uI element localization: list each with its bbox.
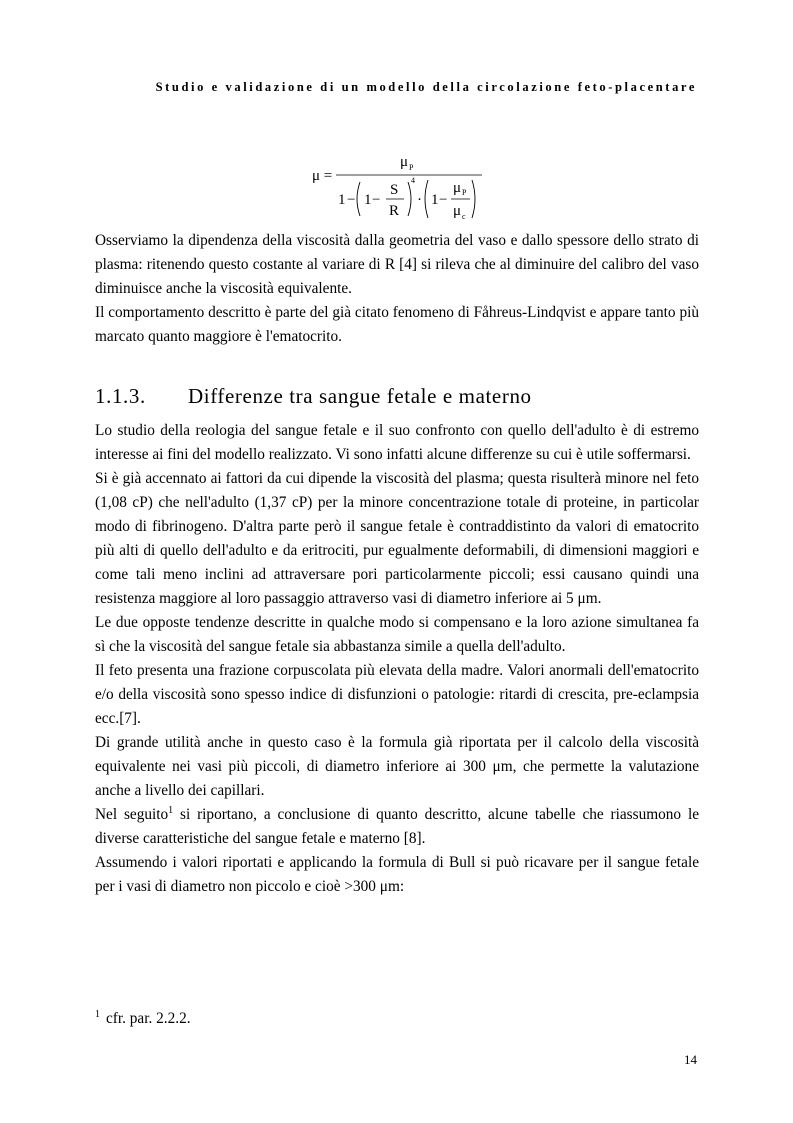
page-number: 14 <box>684 1052 697 1067</box>
paragraph: Lo studio della reologia del sangue fetale e il suo confronto con quello dell'adulto è di estremo interesse ai fini del modello realizzato. Vi sono infatti alcune differenze su cui è utile soffermarsi. <box>95 422 699 463</box>
formula-left-paren-outer <box>357 182 360 216</box>
footnote <box>95 1010 191 1028</box>
paragraph: Il feto presenta una frazione corpuscolata più elevata della madre. Valori anormali dell'ematocrito e/o della viscosità sono spesso indice di disfunzioni o patologie: ritardi di crescita, pre-eclampsia ecc.[7]. <box>95 662 699 727</box>
paragraph: Di grande utilità anche in questo caso è la formula già riportata per il calcolo della viscosità equivalente nei vasi più piccoli, di diametro inferiore ai 300 μm, che permette la valutazione anche a livello dei capillari. <box>95 734 699 799</box>
formula-frac2-num: μ <box>453 180 462 196</box>
text-run: Nel seguito <box>95 806 169 823</box>
formula-exponent: 4 <box>411 176 415 185</box>
formula-right-paren-outer <box>408 182 411 216</box>
paragraph: Il comportamento descritto è parte del già citato fenomeno di Fåhreus-Lindqvist e appare tanto più marcato quanto maggiore è l'ematocrito. <box>95 304 699 345</box>
footnote-text: cfr. par. 2.2.2. <box>106 1010 191 1027</box>
formula-frac1-den: R <box>389 203 400 219</box>
formula-lhs: μ = <box>312 168 333 184</box>
formula-one-b: 1 <box>364 192 372 208</box>
formula-one-c: 1 <box>431 192 439 208</box>
paragraph: Assumendo i valori riportati e applicando la formula di Bull si può ricavare per il sangue fetale per i vasi di diametro non piccolo e cioè >300 μm: <box>95 854 699 895</box>
formula-one-a: 1 <box>338 192 346 208</box>
section-title: Differenze tra sangue fetale e materno <box>188 384 532 408</box>
formula-minus-b: − <box>372 192 381 208</box>
section-body <box>95 419 699 899</box>
paragraph: Si è già accennato ai fattori da cui dipende la viscosità del plasma; questa risulterà minore nel feto (1,08 cP) che nell'adulto (1,37 cP) per la minore concentrazione totale di proteine, in particolar modo di fibrinogeno. D'altra parte però il sangue fetale è contraddistinto da valori di ematocrito più alti di quello dell'adulto e da eritrociti, pur egualmente deformabili, di dimensioni maggiori e come tali meno inclini ad attraversare pori particolarmente piccoli; essi causano quindi una resistenza maggiore al loro passaggio attraverso vasi di diametro inferiore ai 5 μm. <box>95 470 699 607</box>
formula-frac2-num-sub: P <box>462 188 467 197</box>
paragraph: Le due opposte tendenze descritte in qualche modo si compensano e la loro azione simultanea fa sì che la viscosità del sangue fetale sia abbastanza simile a quella dell'adulto. <box>95 614 699 655</box>
formula-numerator-sub: P <box>409 163 414 172</box>
running-header: Studio e validazione di un modello della circolazione feto-placentare <box>155 80 697 94</box>
formula-frac1-num: S <box>390 182 399 198</box>
formula-svg <box>300 148 500 228</box>
formula-frac2-den: μ <box>453 203 462 219</box>
formula-left-paren-inner <box>425 180 428 218</box>
viscosity-formula <box>300 148 500 228</box>
paragraph: Osserviamo la dipendenza della viscosità dalla geometria del vaso e dallo spessore dello strato di plasma: ritenendo questo costante al variare di R [4] si rileva che al diminuire del calibro del vaso diminuisce anche la viscosità equivalente. <box>95 232 699 297</box>
formula-frac2-den-sub: c <box>462 212 466 221</box>
intro-text <box>95 229 699 349</box>
section-heading <box>95 384 532 409</box>
formula-minus-a: − <box>347 192 356 208</box>
footnote-reference[interactable]: 1 <box>168 804 174 816</box>
formula-dot: · <box>417 192 422 208</box>
section-number: 1.1.3. <box>95 384 146 408</box>
formula-right-paren-inner <box>472 180 475 218</box>
text-run: si riportano, a conclusione di quanto descritto, alcune tabelle che riassumono le diverse caratteristiche del sangue fetale e materno [8]. <box>95 806 699 847</box>
formula-numerator: μ <box>400 154 409 170</box>
paragraph-with-footnote <box>95 803 699 851</box>
formula-minus-c: − <box>439 192 448 208</box>
footnote-mark: 1 <box>95 1008 100 1020</box>
